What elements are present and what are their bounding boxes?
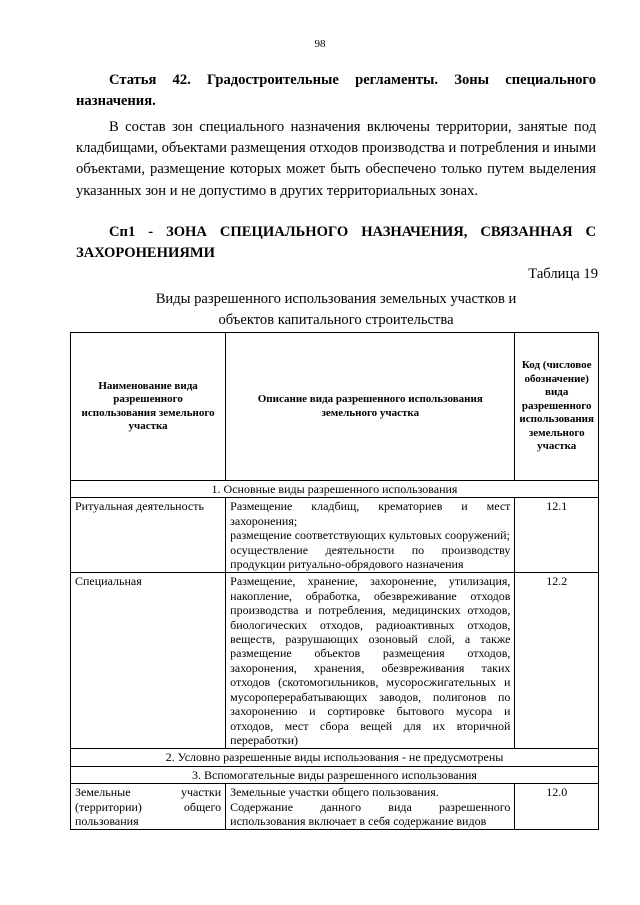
row-description-line: Земельные участки общего пользования. <box>230 785 439 800</box>
row-description-line: размещение соответствующих культовых сооружений; <box>230 528 510 543</box>
section-row-1 <box>71 481 599 498</box>
table-header-row <box>71 333 599 481</box>
row-name: Специальная <box>71 573 226 749</box>
header-description: Описание вида разрешенного использования земельного участка <box>226 333 515 481</box>
row-code: 12.1 <box>515 498 599 573</box>
row-description-line: Размещение кладбищ, крематориев и мест захоронения; <box>230 499 511 528</box>
table-caption-line-1: Виды разрешенного использования земельных участков и <box>155 291 517 307</box>
row-description-line: осуществление деятельности по производству продукции ритуально-обрядового назначения <box>230 542 511 572</box>
table-caption <box>76 289 596 331</box>
article-heading: Статья 42. Градостроительные регламенты. Зоны специального назначения. <box>76 72 596 110</box>
row-code: 12.0 <box>515 784 599 830</box>
row-description <box>226 784 515 830</box>
article-body: В состав зон специального назначения включены территории, занятые под кладбищами, объектами размещения отходов производства и потребления и иными объектами, размещение которых может быть обеспечено только путем выделения указанных зон и не допустимо в других территориальных зонах. <box>76 119 596 199</box>
row-description <box>226 498 515 573</box>
section-title-1: 1. Основные виды разрешенного использования <box>71 481 599 498</box>
header-name: Наименование вида разрешенного использования земельного участка <box>71 333 226 481</box>
header-code: Код (числовое обозначение) вида разрешенного использования земельного участка <box>515 333 599 481</box>
row-name: Земельные участки (территории) общего пользования <box>71 784 226 830</box>
table-row <box>71 784 599 830</box>
table-caption-line-2: объектов капитального строительства <box>218 312 454 328</box>
row-description: Размещение, хранение, захоронение, утилизация, накопление, обработка, обезвреживание отходов производства и потребления, медицинских отходов, биологических отходов, радиоактивных отходов, веществ, разрушающих озоновый слой, а также размещение объектов размещения отходов, захоронения, хранения, обезвреживания таких отходов (скотомогильников, мусоросжигательных и мусороперерабатывающих заводов, полигонов по захоронению и сортировке бытового мусора и отходов, мест сбора вещей для их вторичной переработки) <box>226 573 515 749</box>
page-number: 98 <box>314 38 326 50</box>
land-use-table <box>70 332 599 830</box>
row-code: 12.2 <box>515 573 599 749</box>
table-row <box>71 498 599 573</box>
zone-heading: Сп1 - ЗОНА СПЕЦИАЛЬНОГО НАЗНАЧЕНИЯ, СВЯЗАННАЯ С ЗАХОРОНЕНИЯМИ <box>76 224 596 262</box>
table-row <box>71 573 599 749</box>
row-description-line: Содержание данного вида разрешенного использования включает в себя содержание видов <box>230 799 511 828</box>
section-row-3 <box>71 766 599 783</box>
section-row-2 <box>71 749 599 766</box>
section-title-3: 3. Вспомогательные виды разрешенного использования <box>71 766 599 783</box>
row-name: Ритуальная деятельность <box>71 498 226 573</box>
table-label: Таблица 19 <box>528 266 598 282</box>
section-title-2: 2. Условно разрешенные виды использования - не предусмотрены <box>71 749 599 766</box>
